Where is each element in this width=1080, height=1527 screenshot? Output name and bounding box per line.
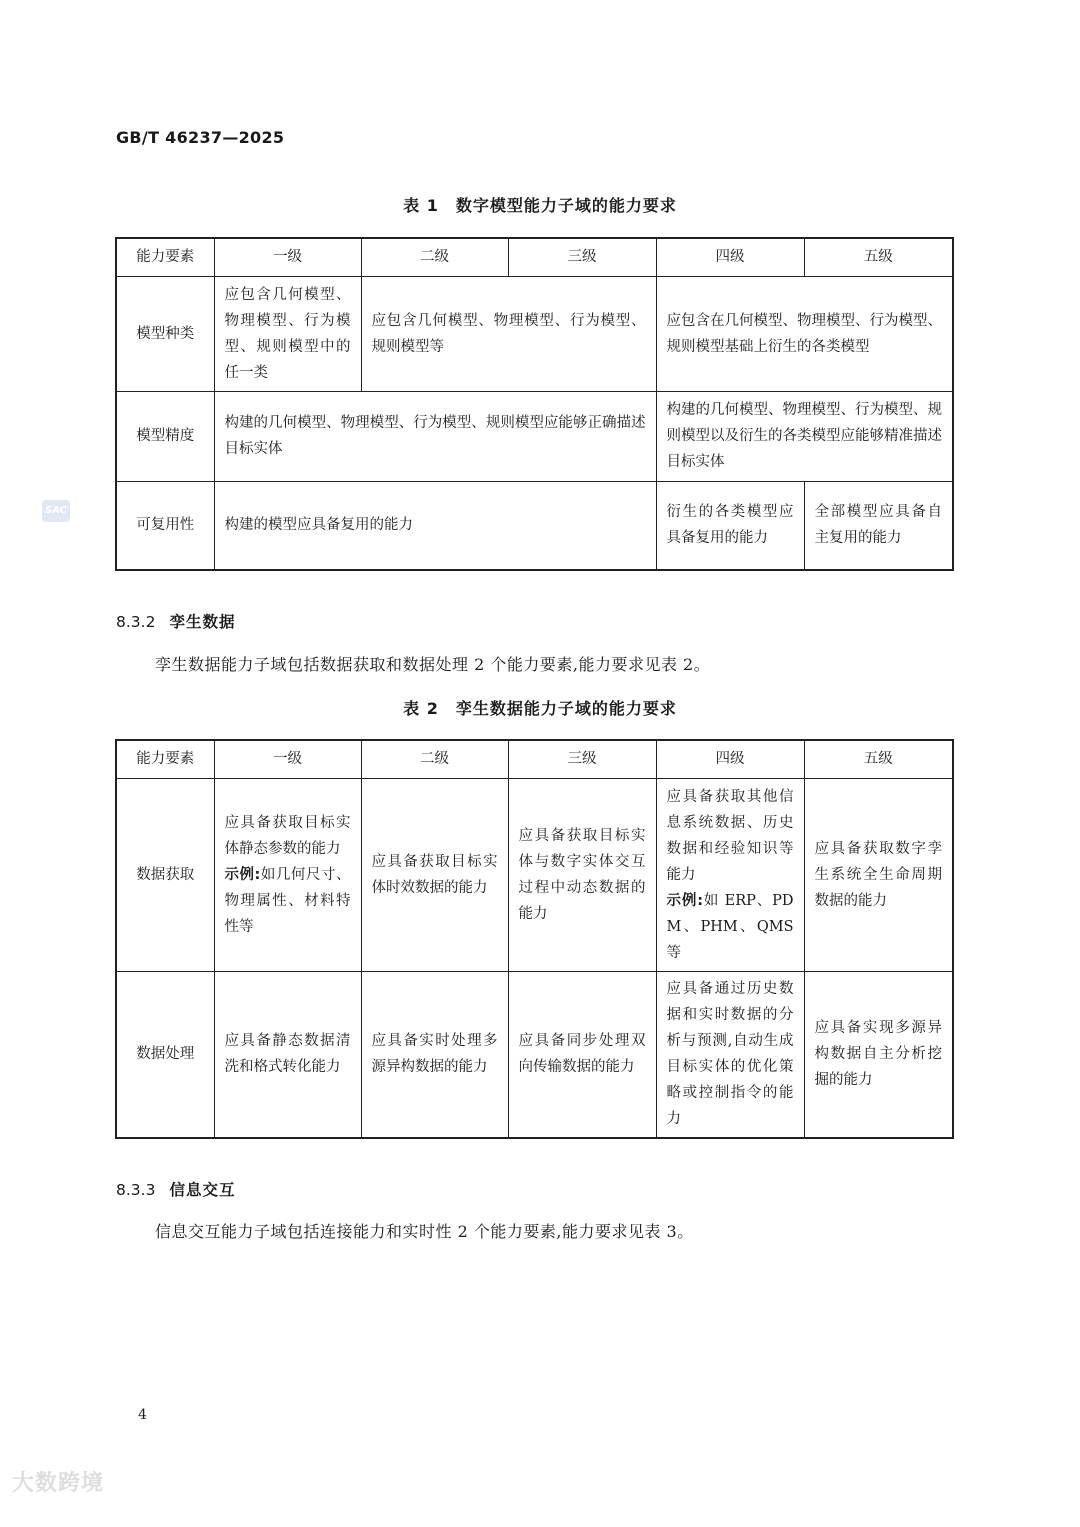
header-cell: 能力要素 bbox=[116, 740, 214, 778]
element-cell: 模型种类 bbox=[116, 276, 214, 391]
sac-watermark-logo: SAC bbox=[42, 500, 70, 522]
example-label: 示例: bbox=[224, 866, 261, 883]
standard-number: GB/T 46237—2025 bbox=[116, 128, 285, 147]
section-number: 8.3.2 bbox=[116, 613, 156, 631]
section-8-3-2-paragraph: 孪生数据能力子域包括数据获取和数据处理 2 个能力要素,能力要求见表 2。 bbox=[155, 655, 711, 674]
table-row bbox=[116, 276, 953, 391]
header-cell: 五级 bbox=[804, 740, 953, 778]
level-1-3-cell: 构建的模型应具备复用的能力 bbox=[214, 481, 656, 570]
table-2 bbox=[115, 739, 954, 1139]
table-1 bbox=[115, 237, 954, 571]
section-8-3-2-heading bbox=[116, 610, 235, 632]
element-cell: 模型精度 bbox=[116, 391, 214, 481]
page-number: 4 bbox=[138, 1407, 147, 1423]
header-cell: 一级 bbox=[214, 238, 361, 276]
header-cell: 三级 bbox=[508, 740, 656, 778]
level-2-cell: 应具备实时处理多源异构数据的能力 bbox=[361, 971, 508, 1138]
section-8-3-3-heading bbox=[116, 1178, 235, 1200]
level-4-cell: 衍生的各类模型应具备复用的能力 bbox=[656, 481, 804, 570]
header-cell: 四级 bbox=[656, 238, 804, 276]
element-cell: 数据获取 bbox=[116, 778, 214, 971]
section-8-3-3-paragraph: 信息交互能力子域包括连接能力和实时性 2 个能力要素,能力要求见表 3。 bbox=[155, 1222, 694, 1241]
header-cell: 二级 bbox=[361, 238, 508, 276]
element-cell: 数据处理 bbox=[116, 971, 214, 1138]
table-2-header-row bbox=[116, 740, 953, 778]
header-cell: 五级 bbox=[804, 238, 953, 276]
level-3-cell: 应具备获取目标实体与数字实体交互过程中动态数据的能力 bbox=[508, 778, 656, 971]
table-row bbox=[116, 481, 953, 570]
level-4-cell bbox=[656, 778, 804, 971]
level-2-cell: 应具备获取目标实体时效数据的能力 bbox=[361, 778, 508, 971]
table-row bbox=[116, 971, 953, 1138]
cell-text: 应具备获取目标实体静态参数的能力 bbox=[224, 814, 351, 857]
header-cell: 四级 bbox=[656, 740, 804, 778]
table-row bbox=[116, 391, 953, 481]
header-cell: 二级 bbox=[361, 740, 508, 778]
level-2-3-cell: 应包含几何模型、物理模型、行为模型、规则模型等 bbox=[361, 276, 656, 391]
header-cell: 三级 bbox=[508, 238, 656, 276]
example-text: 如 ERP、PDM、PHM、QMS 等 bbox=[666, 892, 794, 961]
header-cell: 一级 bbox=[214, 740, 361, 778]
level-5-cell: 应具备实现多源异构数据自主分析挖掘的能力 bbox=[804, 971, 953, 1138]
header-cell: 能力要素 bbox=[116, 238, 214, 276]
table-1-header-row bbox=[116, 238, 953, 276]
table-2-caption: 表 2 孪生数据能力子域的能力要求 bbox=[403, 699, 677, 718]
level-1-cell: 应包含几何模型、物理模型、行为模型、规则模型中的任一类 bbox=[214, 276, 361, 391]
table-1-caption: 表 1 数字模型能力子域的能力要求 bbox=[403, 196, 677, 215]
level-4-5-cell: 应包含在几何模型、物理模型、行为模型、规则模型基础上衍生的各类模型 bbox=[656, 276, 953, 391]
level-5-cell: 全部模型应具备自主复用的能力 bbox=[804, 481, 953, 570]
brand-watermark: 大数跨境 bbox=[12, 1471, 105, 1496]
level-4-5-cell: 构建的几何模型、物理模型、行为模型、规则模型以及衍生的各类模型应能够精准描述目标实体 bbox=[656, 391, 953, 481]
level-1-3-cell: 构建的几何模型、物理模型、行为模型、规则模型应能够正确描述目标实体 bbox=[214, 391, 656, 481]
level-5-cell: 应具备获取数字孪生系统全生命周期数据的能力 bbox=[804, 778, 953, 971]
section-title: 孪生数据 bbox=[169, 613, 236, 631]
example-text: 如几何尺寸、物理属性、材料特性等 bbox=[224, 866, 351, 935]
level-1-cell bbox=[214, 778, 361, 971]
example-label: 示例: bbox=[666, 892, 703, 909]
table-row bbox=[116, 778, 953, 971]
level-1-cell: 应具备静态数据清洗和格式转化能力 bbox=[214, 971, 361, 1138]
level-4-cell: 应具备通过历史数据和实时数据的分析与预测,自动生成目标实体的优化策略或控制指令的能力 bbox=[656, 971, 804, 1138]
section-number: 8.3.3 bbox=[116, 1181, 156, 1199]
cell-text: 应具备获取其他信息系统数据、历史数据和经验知识等能力 bbox=[666, 788, 794, 883]
level-3-cell: 应具备同步处理双向传输数据的能力 bbox=[508, 971, 656, 1138]
element-cell: 可复用性 bbox=[116, 481, 214, 570]
section-title: 信息交互 bbox=[169, 1181, 236, 1199]
